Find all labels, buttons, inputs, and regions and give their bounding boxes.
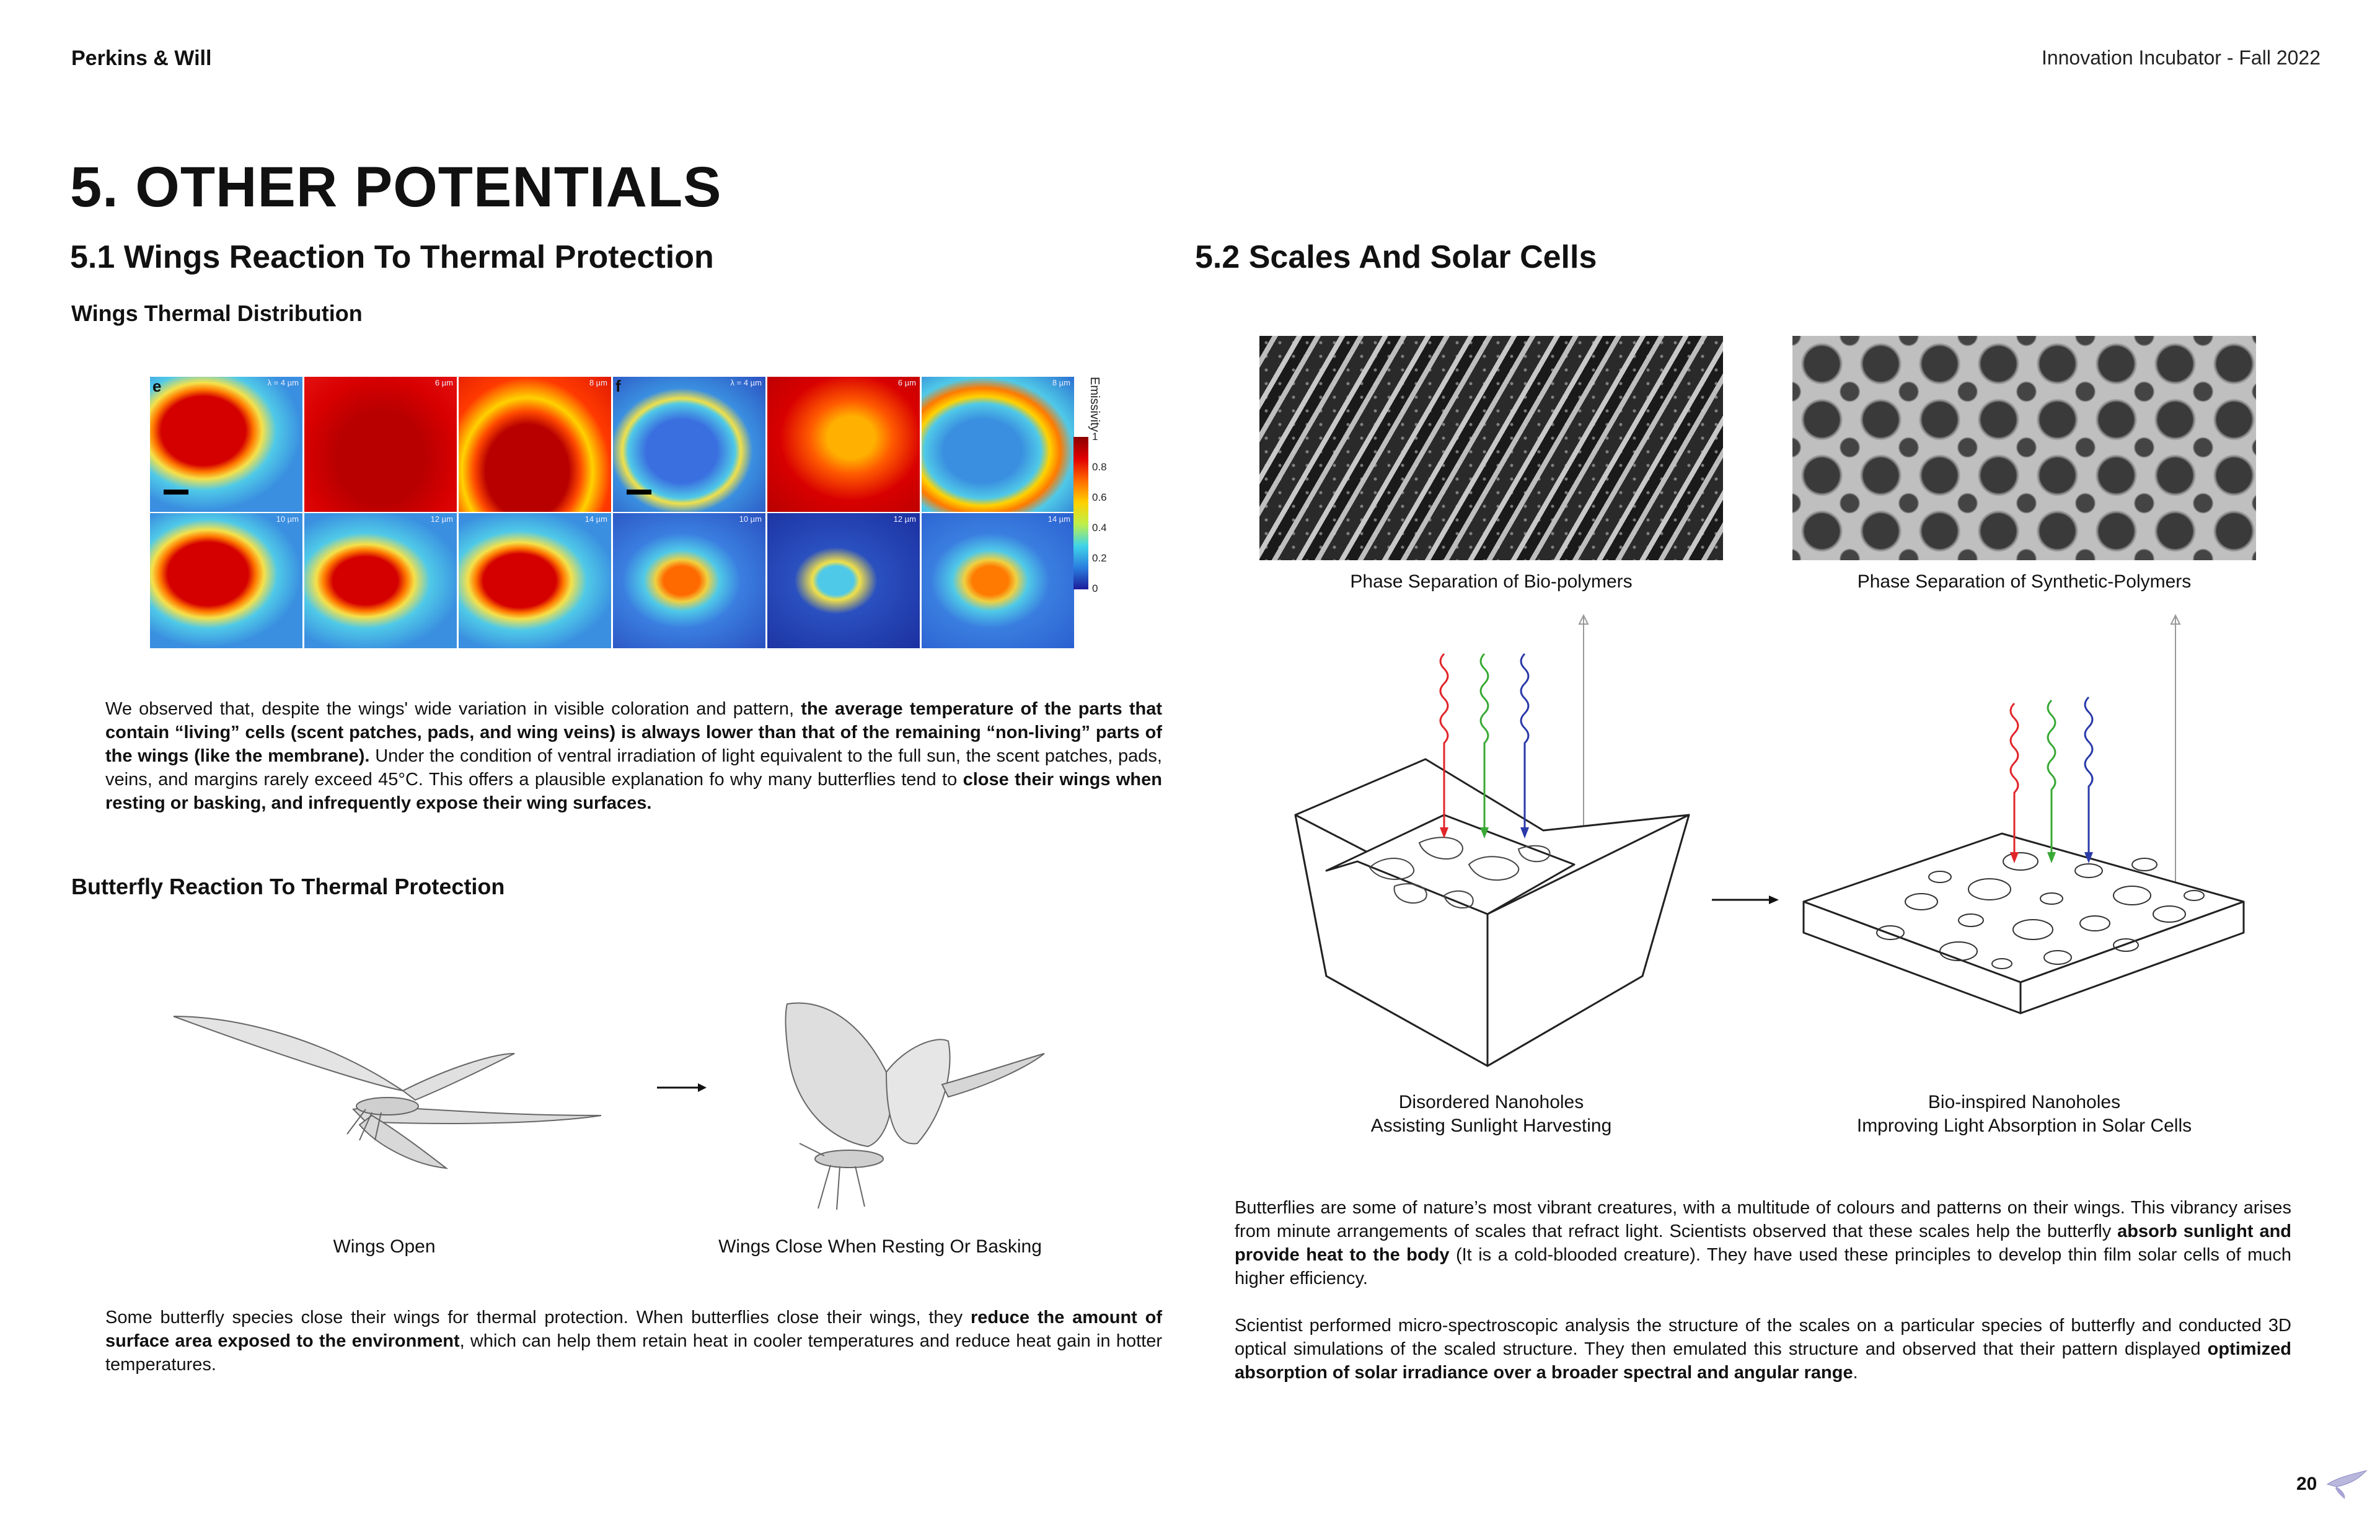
- paragraph-bold: reduce the amount of surface area exposed to the environment: [105, 1308, 1162, 1351]
- section-title-5-2: 5.2 Scales And Solar Cells: [1195, 239, 1597, 275]
- sem-texture: [1792, 336, 2256, 560]
- subheading-butterfly-reaction: Butterfly Reaction To Thermal Protection: [71, 874, 505, 899]
- caption-wings-open: Wings Open: [333, 1236, 436, 1257]
- document-subtitle: Innovation Incubator - Fall 2022: [2041, 46, 2320, 69]
- sem-texture: [1259, 336, 1723, 560]
- wavelength-label: 8 µm: [589, 378, 607, 387]
- paragraph-text: .: [1853, 1363, 1858, 1383]
- subheading-thermal-distribution: Wings Thermal Distribution: [71, 301, 363, 326]
- scale-bar: [627, 490, 651, 495]
- paragraph-text: Butterflies are some of nature’s most vibrant creatures, with a multitude of colours and patterns on their wings. This vibrancy arises from minute arrangements of scales that refract light. Scientists observed that these scales help the butterfly: [1235, 1198, 2291, 1241]
- arrow-right-icon: [1712, 894, 1780, 906]
- caption-line: Bio-inspired Nanoholes: [1928, 1092, 2121, 1112]
- paragraph-text: (It is a cold-blooded creature). They have used these principles to develop thin film solar cells of much higher efficiency.: [1235, 1245, 2291, 1288]
- thermal-tile: [613, 513, 765, 648]
- paragraph-text: Scientist performed micro-spectroscopic analysis the structure of the scales on a particular species of butterfly and conducted 3D optical simulations of the scaled structure. They then emulated this structure and observed that their pattern displayed: [1235, 1316, 2291, 1359]
- thermal-tile: [304, 377, 457, 512]
- wavelength-label: 6 µm: [434, 378, 453, 387]
- caption-wings-close: Wings Close When Resting Or Basking: [718, 1236, 1042, 1257]
- scales-solar-paragraph-2: [1235, 1314, 2291, 1384]
- panel-letter-f: f: [615, 377, 621, 395]
- wavelength-label: λ = 4 µm: [730, 378, 762, 387]
- paragraph-text: , which can help them retain heat in cooler temperatures and reduce heat gain in hotter temperatures.: [105, 1331, 1162, 1375]
- caption-disordered-nanoholes: [1259, 1091, 1723, 1138]
- wavelength-label: 8 µm: [1052, 378, 1070, 387]
- wavelength-label: 10 µm: [739, 514, 762, 524]
- thermal-tile: [767, 513, 920, 648]
- wavelength-label: 6 µm: [897, 378, 916, 387]
- thermal-tile: [922, 377, 1074, 512]
- thermal-emissivity-figure: [150, 372, 1107, 652]
- paragraph-text: Under the condition of ventral irradiation of light equivalent to the full sun, the scent patches, pads, veins, and margins rarely exceed 45°C. This offers a plausible explanation fo why many butterflies tend to: [105, 746, 1162, 790]
- butterfly-logo-icon: [2324, 1466, 2368, 1500]
- page-number: 20: [2296, 1474, 2317, 1494]
- caption-line: Disordered Nanoholes: [1398, 1092, 1584, 1112]
- panel-letter-e: e: [152, 377, 162, 395]
- brand-name: Perkins & Will: [71, 46, 212, 70]
- thermal-tile: [150, 513, 302, 648]
- section-title-5-1: 5.1 Wings Reaction To Thermal Protection: [70, 239, 714, 275]
- caption-line: Improving Light Absorption in Solar Cells: [1856, 1115, 2192, 1136]
- colorbar-tick: 0.2: [1092, 552, 1107, 564]
- thermal-tile: [459, 377, 611, 512]
- wings-thermal-paragraph: [105, 697, 1162, 815]
- paragraph-bold: the average temperature of the parts that contain “living” cells (scent patches, pads, and wing veins) is always lower than that of the remaining “non-living” parts of the wings (like the membrane).: [105, 699, 1162, 766]
- sem-image-synthetic-polymers: [1792, 336, 2256, 560]
- colorbar-tick: 0.6: [1092, 491, 1107, 503]
- thermal-tile: [767, 377, 920, 512]
- sem-image-bio-polymers: [1259, 336, 1723, 560]
- wavelength-label: 12 µm: [430, 514, 453, 524]
- paragraph-text: Some butterfly species close their wings for thermal protection. When butterflies close their wings, they: [105, 1308, 971, 1327]
- caption-synthetic-polymers: Phase Separation of Synthetic-Polymers: [1857, 571, 2192, 592]
- thermal-tile: [304, 513, 457, 648]
- butterfly-wings-open-illustration: [167, 992, 614, 1177]
- butterfly-reaction-paragraph: [105, 1306, 1162, 1376]
- scales-solar-paragraph-1: [1235, 1196, 2291, 1290]
- caption-bio-inspired-nanoholes: [1792, 1091, 2256, 1138]
- arrow-right-icon: [657, 1081, 707, 1094]
- colorbar-tick: 1: [1092, 431, 1098, 442]
- wavelength-label: 12 µm: [893, 514, 916, 524]
- colorbar-tick: 0.8: [1092, 461, 1107, 473]
- colorbar-tick: 0: [1092, 583, 1098, 594]
- paragraph-bold: close their wings when resting or basking, and infrequently expose their wing surfaces.: [105, 770, 1162, 813]
- colorbar-tick: 0.4: [1092, 522, 1107, 534]
- wavelength-label: 14 µm: [1047, 514, 1070, 524]
- paragraph-text: We observed that, despite the wings' wide variation in visible coloration and pattern,: [105, 699, 801, 719]
- bio-inspired-nanoholes-diagram: [1797, 604, 2256, 1075]
- paragraph-bold: absorb sunlight and provide heat to the body: [1235, 1221, 2292, 1265]
- page-title: 5. OTHER POTENTIALS: [70, 156, 722, 219]
- thermal-tile: [613, 377, 765, 512]
- caption-line: Assisting Sunlight Harvesting: [1370, 1115, 1612, 1136]
- wavelength-label: 10 µm: [276, 514, 299, 524]
- wavelength-label: λ = 4 µm: [267, 378, 299, 387]
- paragraph-bold: optimized absorption of solar irradiance over a broader spectral and angular range: [1235, 1339, 2291, 1383]
- scale-bar: [164, 490, 188, 495]
- disordered-nanoholes-diagram: [1283, 604, 1704, 1075]
- wavelength-label: 14 µm: [584, 514, 607, 524]
- emissivity-colorbar: [1073, 437, 1088, 589]
- thermal-tile: [150, 377, 302, 512]
- colorbar-title: Emissivity: [1088, 377, 1101, 432]
- caption-bio-polymers: Phase Separation of Bio-polymers: [1350, 571, 1633, 592]
- thermal-tile: [459, 513, 611, 648]
- butterfly-wings-closed-illustration: [762, 998, 1060, 1221]
- thermal-tile: [922, 513, 1074, 648]
